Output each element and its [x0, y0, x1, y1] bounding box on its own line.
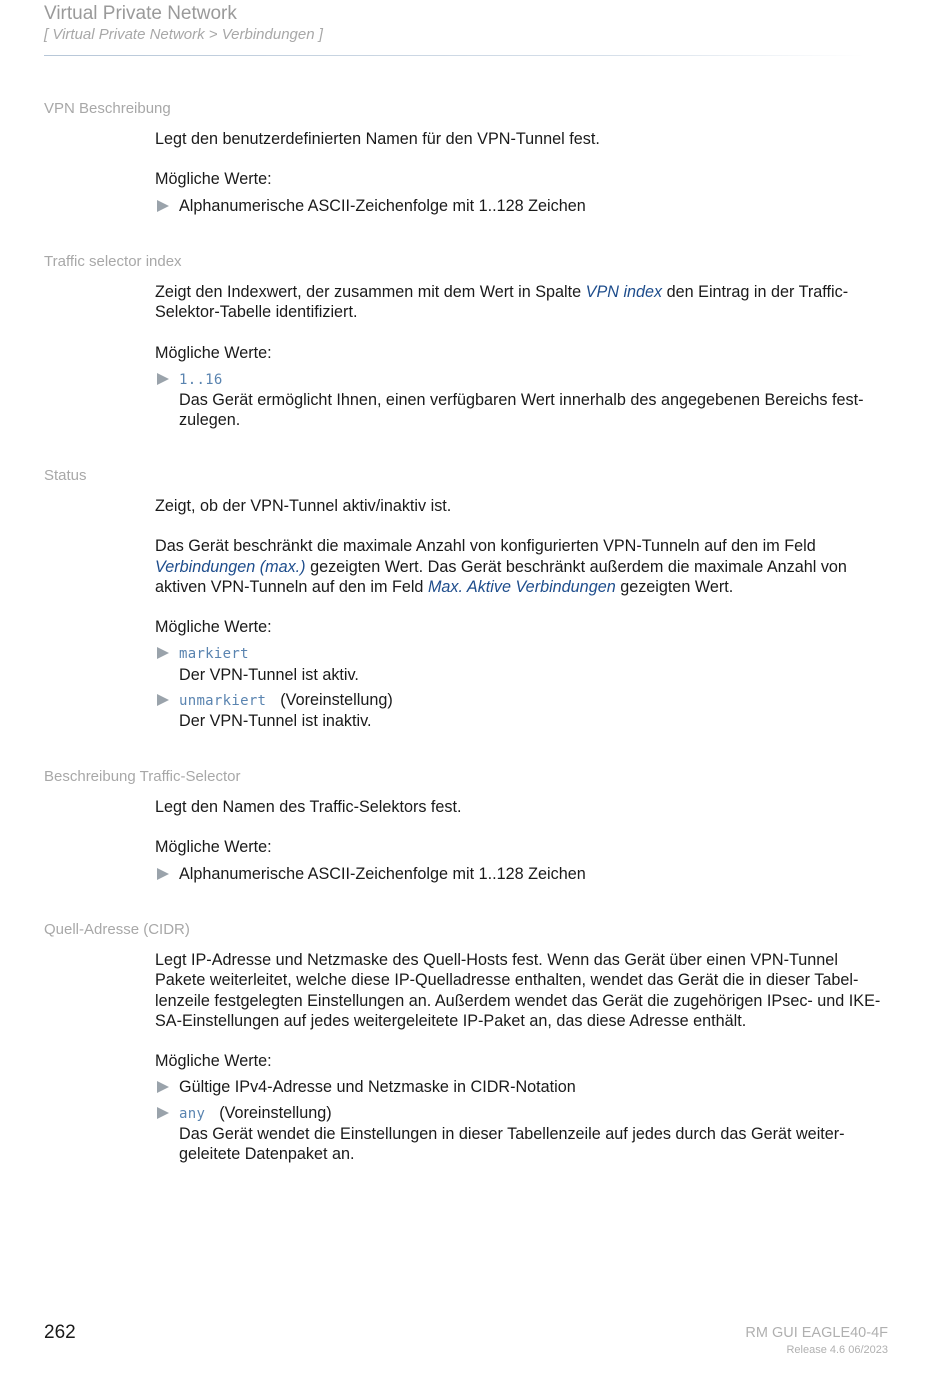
bullet-triangle-icon [157, 373, 169, 385]
list-item [155, 196, 890, 216]
item-text: Gültige IPv4-Adresse und Netzmaske in CIDR-Notation [179, 1078, 576, 1097]
section-label: Beschreibung Traffic-Selector [44, 768, 241, 785]
bullet-triangle-icon [157, 1081, 169, 1093]
section-body [155, 797, 890, 884]
bullet-triangle-icon [157, 694, 169, 706]
default-note: (Voreinstellung) [219, 1103, 332, 1122]
page-number: 262 [44, 1322, 76, 1343]
possible-values-heading: Mögliche Werte: [155, 343, 272, 362]
header-divider [44, 55, 864, 56]
description-paragraph: Legt den Namen des Traffic-Selektors fest. [155, 798, 462, 816]
possible-values-heading: Mögliche Werte: [155, 1052, 272, 1071]
section-label: Status [44, 467, 87, 484]
breadcrumb: [ Virtual Private Network > Verbindungen ] [44, 26, 323, 43]
section-body [155, 282, 890, 431]
section-body [155, 129, 890, 216]
description-paragraph: Zeigt den Indexwert, der zusammen mit dem Wert in Spalte VPN index den Eintrag in der Traffic-Selektor-Tabelle identifiziert. [155, 283, 849, 322]
list-item [155, 864, 890, 884]
value-code: unmarkiert [179, 693, 267, 710]
bullet-triangle-icon [157, 868, 169, 880]
list-item [155, 690, 890, 732]
header-title: Virtual Private Network [44, 3, 237, 24]
section-body [155, 496, 890, 732]
document-id: RM GUI EAGLE40-4F [745, 1325, 888, 1341]
list-item [155, 643, 890, 685]
item-description: Das Gerät wendet die Einstellungen in dieser Tabellenzeile auf jedes durch das Gerät weiter-geleitete Datenpaket an. [179, 1125, 845, 1164]
item-description: Das Gerät ermöglicht Ihnen, einen verfügbaren Wert innerhalb des angegebenen Bereichs fest-zulegen. [179, 391, 864, 430]
possible-values-heading: Mögliche Werte: [155, 618, 272, 637]
default-note: (Voreinstellung) [280, 691, 393, 710]
field-reference: Max. Aktive Verbindungen [427, 577, 616, 596]
description-paragraph: Legt IP-Adresse und Netzmaske des Quell-Hosts fest. Wenn das Gerät über einen VPN-Tunnel Pakete weiterleitet, welche diese IP-Quelladresse enthalten, wendet das Gerät die in dieser Tabel-lenzeile festgelegten Einstellungen an. Außerdem wendet das Gerät die zugehörigen IPsec- und IKE-SA-Einstellungen auf jedes weitergeleitete IP-Paket an, das diese Adresse enthält. [155, 951, 881, 1030]
description-paragraph: Zeigt, ob der VPN-Tunnel aktiv/inaktiv ist. [155, 497, 452, 515]
item-text: Alphanumerische ASCII-Zeichenfolge mit 1..128 Zeichen [179, 196, 586, 215]
section-label: Traffic selector index [44, 253, 182, 270]
item-description: Der VPN-Tunnel ist inaktiv. [179, 712, 372, 731]
possible-values-heading: Mögliche Werte: [155, 838, 272, 857]
bullet-triangle-icon [157, 647, 169, 659]
bullet-triangle-icon [157, 200, 169, 212]
list-item [155, 1077, 890, 1097]
list-item [155, 1103, 890, 1165]
item-description: Der VPN-Tunnel ist aktiv. [179, 665, 359, 684]
footer-doc-info [745, 1325, 888, 1357]
section-label: VPN Beschreibung [44, 100, 171, 117]
value-code: 1..16 [179, 371, 223, 388]
description-paragraph: Legt den benutzerdefinierten Namen für den VPN-Tunnel fest. [155, 130, 600, 148]
value-code: markiert [179, 646, 249, 663]
field-reference: VPN index [585, 283, 663, 301]
section-label: Quell-Adresse (CIDR) [44, 921, 190, 938]
possible-values-heading: Mögliche Werte: [155, 170, 272, 189]
release-info: Release 4.6 06/2023 [786, 1344, 888, 1356]
section-body [155, 950, 890, 1165]
field-reference: Verbindungen (max.) [155, 557, 306, 576]
list-item [155, 369, 890, 431]
item-text: Alphanumerische ASCII-Zeichenfolge mit 1..128 Zeichen [179, 864, 586, 883]
value-code: any [179, 1105, 206, 1122]
bullet-triangle-icon [157, 1107, 169, 1119]
description-paragraph: Das Gerät beschränkt die maximale Anzahl von konfigurierten VPN-Tunneln auf den im Feld Verbindungen (max.) gezeigten Wert. Das Gerät beschränkt außerdem die maximale Anzahl von aktiven VPN-Tunneln auf den im Feld Max. Aktive Verbindungen gezeigten Wert. [155, 537, 847, 596]
page-header [44, 3, 914, 45]
